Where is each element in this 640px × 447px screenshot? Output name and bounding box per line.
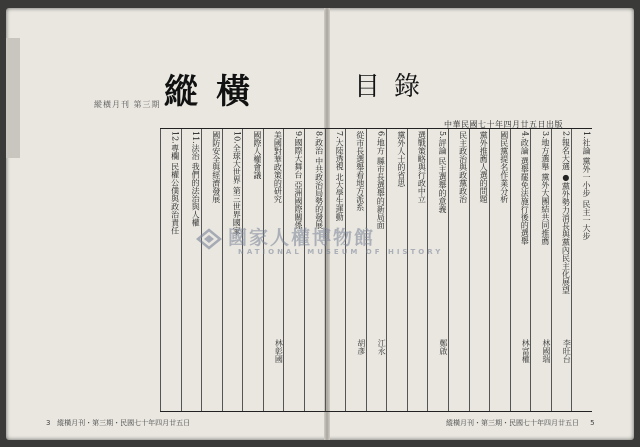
page-edge-strip [6, 38, 20, 158]
toc-entry-title: 選戰策略與行政中立 [417, 131, 427, 203]
toc-entry-title: 12.專欄 民權公僕與政治責任 [170, 131, 180, 235]
toc-entry [325, 129, 346, 411]
right-footer [446, 418, 595, 428]
left-footer [46, 418, 190, 428]
toc-entry [386, 129, 407, 411]
magazine-spread [6, 8, 634, 440]
publication-date: 中華民國七十年四月廿五日出版 [444, 120, 563, 129]
toc-entry-author: 胡彥 [356, 339, 366, 355]
toc-entry-title: 民主政治與政黨政治 [458, 131, 468, 203]
toc-entry-title: 黨外推薦人選的問題 [479, 131, 489, 203]
toc-entry [571, 129, 592, 411]
toc-entry [366, 129, 387, 411]
toc-entry-title: 黨外人士的省思 [396, 131, 406, 187]
toc-table [160, 128, 592, 412]
toc-entry-author: 林國瑞 [541, 339, 551, 363]
toc-entry [551, 129, 572, 411]
toc-entry [242, 129, 263, 411]
toc-entry-author: 林彰國 [274, 339, 284, 363]
toc-entry [469, 129, 490, 411]
toc-entry [407, 129, 428, 411]
left-footer-text: 縱橫月刊・第三期・民國七十年四月廿五日 [57, 419, 191, 427]
toc-entry-title: 3.地方選舉 黨外大團結共同推薦 [540, 131, 550, 246]
watermark-text: 國家人權博物館 [228, 227, 376, 249]
toc-entry-author: 林富權 [521, 339, 531, 363]
toc-entry-title: 6.地方 縣市長選舉的新局面 [376, 131, 386, 230]
toc-entry-author: 鄭啟 [438, 339, 448, 355]
toc-entry-title: 8.政治 中共政治局勢的發展 [314, 131, 324, 230]
right-footer-text: 縱橫月刊・第三期・民國七十年四月廿五日 [446, 419, 579, 427]
toc-entry-title: 7.大陸透視 北大學生運動 [335, 131, 345, 222]
toc-entry-author: 江永 [377, 339, 387, 355]
toc-entry [448, 129, 469, 411]
toc-entry [530, 129, 551, 411]
toc-entry-title: 國際人權會議 [252, 131, 262, 179]
toc-entry-title: 4.政論 選舉罷免法施行後的選舉 [520, 131, 530, 246]
toc-title: 目錄 [354, 72, 435, 102]
watermark-subtext: NATIONAL MUSEUM OF HISTORY [238, 248, 444, 256]
toc-entry [263, 129, 284, 411]
toc-entry-title: 國防安全與經濟發展 [211, 131, 221, 203]
toc-entry-title: 10.全球大世界 第三世界國家 [232, 131, 242, 235]
left-page-number: 3 [46, 419, 51, 427]
toc-entry [181, 129, 202, 411]
toc-entry-title: 1.社論 黨外一小步 民主一大步 [581, 131, 591, 240]
right-page-number: 5 [590, 419, 595, 427]
toc-entry [283, 129, 304, 411]
masthead-small: 縱橫月刊 第三期 [94, 100, 161, 109]
toc-entry [510, 129, 531, 411]
toc-entry [489, 129, 510, 411]
toc-entry [427, 129, 448, 411]
magazine-title: 縱橫 [164, 72, 268, 112]
toc-entry-title: 5.評論 民主選舉的意義 [437, 131, 447, 214]
toc-entry [201, 129, 222, 411]
toc-entry [160, 129, 181, 411]
toc-entry-title: 國民黨提名作業分析 [499, 131, 509, 203]
toc-entry [304, 129, 325, 411]
toc-entry-title: 美國對華政策的研究 [273, 131, 283, 203]
toc-entry-title: 從市長選舉看地方派系 [355, 131, 365, 211]
toc-entry [345, 129, 366, 411]
toc-entry-author: 李旺台 [562, 339, 572, 363]
toc-entry-title: 9.國際大舞台 亞洲國際關係 [293, 131, 303, 230]
toc-entry-title: 11.法治 我們的法治與人權 [191, 131, 201, 227]
toc-entry-title: 2.報名大選 ●黨外勢力消長與黨內民主化展望 [561, 131, 571, 295]
toc-entry [222, 129, 243, 411]
